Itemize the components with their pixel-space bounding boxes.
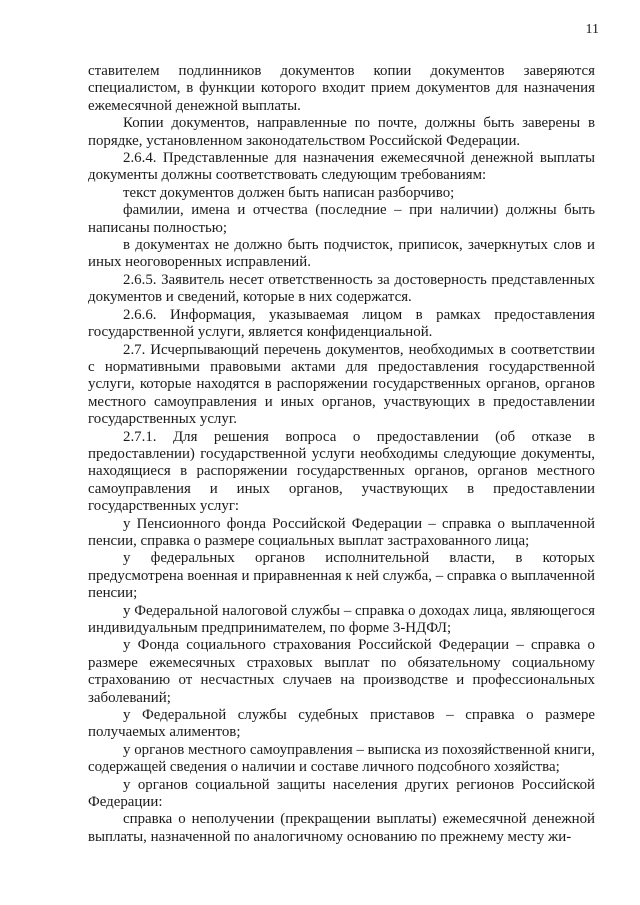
- paragraph: у федеральных органов исполнительной власти, в которых предусмотрена военная и приравненная к ней служба, – справка о выплаченной пенсии;: [88, 550, 595, 602]
- paragraph: у органов социальной защиты населения других регионов Российской Федерации:: [88, 776, 595, 811]
- paragraph: в документах не должно быть подчисток, приписок, зачеркнутых слов и иных неоговоренных исправлений.: [88, 237, 595, 271]
- paragraph: текст документов должен быть написан разборчиво;: [123, 184, 455, 201]
- paragraph: у Пенсионного фонда Российской Федерации – справка о выплаченной пенсии, справка о размере социальных выплат застрахованного лица;: [88, 515, 595, 549]
- paragraph: фамилии, имена и отчества (последние – при наличии) должны быть написаны полностью;: [88, 202, 595, 236]
- paragraph: справка о неполучении (прекращении выплаты) ежемесячной денежной выплаты, назначенной по аналогичному основанию по прежнему месту жи-: [88, 811, 595, 845]
- paragraph: у Федеральной налоговой службы – справка о доходах лица, являющегося индивидуальным предпринимателем, по форме 3-НДФЛ;: [88, 602, 595, 636]
- paragraph: 2.7. Исчерпывающий перечень документов, необходимых в соответствии с нормативными правовыми актами для предоставления государственной услуги, которые находятся в распоряжении государственных органов, органов местного самоуправления и иных органов, участвующих в предоставлении государственных услуг.: [88, 341, 595, 428]
- paragraph: у Федеральной службы судебных приставов – справка о размере получаемых алиментов;: [88, 707, 595, 741]
- paragraph: 2.6.5. Заявитель несет ответственность за достоверность представленных документов и сведений, которые в них содержатся.: [88, 271, 595, 306]
- paragraph: 2.6.6. Информация, указываемая лицом в рамках предоставления государственной услуги, является конфиденциальной.: [88, 306, 595, 341]
- paragraph: у органов местного самоуправления – выписка из похозяйственной книги, содержащей сведения о наличии и составе личного подсобного хозяйства;: [88, 741, 595, 776]
- paragraph: Копии документов, направленные по почте, должны быть заверены в порядке, установленном законодательством Российской Федерации.: [88, 115, 595, 149]
- paragraph: ставителем подлинников документов копии документов заверяются специалистом, в функции которого входит прием документов для назначения ежемесячной денежной выплаты.: [88, 63, 595, 114]
- paragraph: у Фонда социального страхования Российской Федерации – справка о размере ежемесячных страховых выплат по обязательному социальному страхованию от несчастных случаев на производстве и профессиональных заболеваний;: [88, 637, 595, 706]
- document-body: [88, 63, 595, 846]
- paragraph: 2.6.4. Представленные для назначения ежемесячной денежной выплаты документы должны соответствовать следующим требованиям:: [88, 150, 595, 184]
- paragraph: 2.7.1. Для решения вопроса о предоставлении (об отказе в предоставлении) государственной услуги необходимы следующие документы, находящиеся в распоряжении государственных органов, органов местного самоуправления и иных органов, участвующих в предоставлении государственных услуг:: [88, 428, 595, 515]
- page-number: 11: [585, 22, 599, 37]
